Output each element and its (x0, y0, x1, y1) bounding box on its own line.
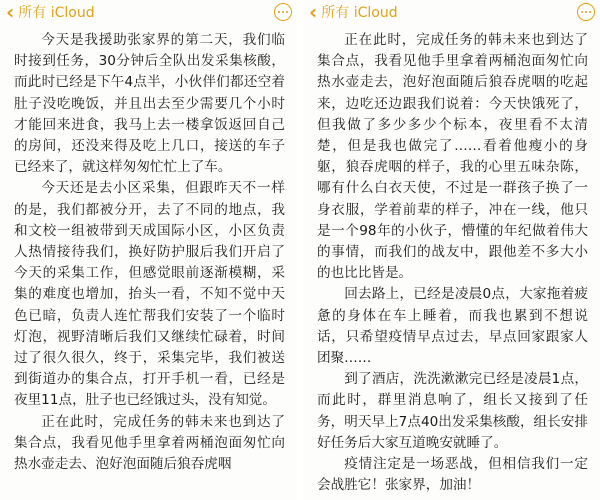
chevron-left-icon: ‹ (309, 0, 318, 24)
right-back-label: 所有 iCloud (321, 5, 398, 21)
left-paragraph-3: 正在此时，完成任务的韩未来也到达了集合点，我看见他手里拿着两桶泡面匆忙向热水壶走去、泡好泡面随后狼吞虎咽 (14, 413, 285, 473)
left-note-pane (0, 0, 297, 500)
right-note-topbar (303, 0, 600, 26)
right-note-body[interactable] (317, 30, 588, 500)
right-paragraph-1: 正在此时，完成任务的韩未来也到达了集合点，我看见他手里拿着两桶泡面匆忙向热水壶走去，泡好泡面随后狼吞虎咽的吃起来，边吃还边跟我们说着：今天快饿死了，但我做了多少多少个标本，夜里看不太清楚，但是我也做完了……看着他瘦小的身躯，狼吞虎咽的样子，我的心里五味杂陈，哪有什么白衣天使，不过是一群孩子换了一身衣服，学着前辈的样子，冲在一线，他只是一个98年的小伙子，懵懂的年纪做着伟大的事情，而我们的战友中，跟他差不多大小的也比比皆是。 (317, 32, 588, 282)
right-note-pane (303, 0, 600, 500)
chevron-left-icon: ‹ (6, 0, 15, 24)
left-paragraph-2: 今天还是去小区采集，但跟昨天不一样的是，我们都被分开，去了不同的地点，我和文校一组被带到天成国际小区，小区负责人热情接待我们，换好防护服后我们开启了今天的采集工作，但感觉眼前逐渐模糊，采集的难度也增加，抬头一看，不知不觉中天色已暗，负责人连忙帮我们安装了一个临时灯泡，视野清晰后我们又继续忙碌着，时间过了很久很久，终于，采集完毕，我们被送到街道办的集合点，打开手机一看，已经是夜里11点，肚子也已经饿过头，没有知觉。 (14, 180, 285, 409)
right-paragraph-2: 回去路上，已经是凌晨0点，大家拖着疲惫的身体在车上睡着，而我也累到不想说话，只希望疫情早点过去，早点回家跟家人团聚…… (317, 286, 588, 367)
right-paragraph-4: 疫情注定是一场恶战，但相信我们一定会战胜它！张家界，加油！ (317, 456, 588, 494)
left-back-button[interactable] (6, 0, 95, 24)
right-back-button[interactable] (309, 0, 398, 24)
more-options-icon[interactable] (274, 3, 292, 21)
left-paragraph-1: 今天是我援助张家界的第二天，我们临时接到任务，30分钟后全队出发采集核酸，而此时已经是下午4点半，小伙伴们都还空着肚子没吃晚饭，并且出去至少需要几个小时才能回来进食，我马上去一楼拿饭返回自己的房间，还没来得及吃上几口，接送的车子已经来了，就这样匆匆忙忙上了车。 (14, 32, 285, 176)
right-paragraph-3: 到了酒店，洗洗漱漱完已经是凌晨1点，而此时，群里消息响了，组长又接到了任务，明天早上7点40出发采集核酸，组长安排好任务后大家互道晚安就睡了。 (317, 371, 588, 451)
left-note-topbar (0, 0, 297, 26)
more-options-icon[interactable] (577, 3, 595, 21)
left-back-label: 所有 iCloud (18, 5, 95, 21)
left-note-body[interactable] (14, 30, 285, 500)
